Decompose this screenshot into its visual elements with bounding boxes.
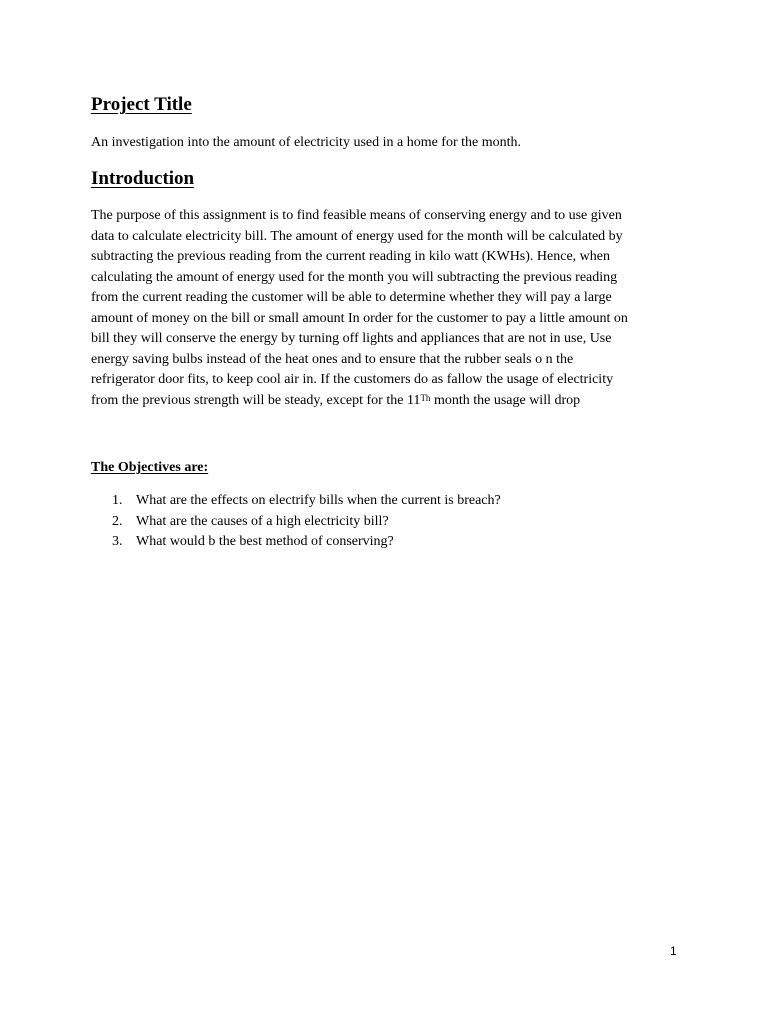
objective-number: 1.	[112, 493, 123, 508]
ordinal-superscript: Th	[420, 392, 431, 403]
objectives-list	[91, 491, 501, 553]
last-line-after: month the usage will drop	[430, 392, 581, 408]
objective-text: What are the causes of a high electricity bill?	[136, 513, 389, 529]
introduction-line: The purpose of this assignment is to find feasible means of conserving energy and to use given	[91, 208, 622, 223]
introduction-line: calculating the amount of energy used for the month you will subtracting the previous reading	[91, 269, 618, 285]
objective-text: What would b the best method of conserving?	[136, 534, 394, 549]
project-title-text: An investigation into the amount of electricity used in a home for the month.	[91, 135, 522, 150]
last-line-before: from the previous strength will be steady, except for the 11	[91, 392, 421, 408]
objective-item	[91, 512, 501, 533]
introduction-last-line	[91, 391, 676, 412]
introduction-line: bill they will conserve the energy by turning off lights and appliances that are not in use, Use	[91, 331, 612, 346]
introduction-line: subtracting the previous reading from the current reading in kilo watt (KWHs). Hence, when	[91, 249, 610, 264]
objectives-heading: The Objectives are:	[91, 460, 209, 475]
introduction-line: data to calculate electricity bill. The amount of energy used for the month will be calculated by	[91, 228, 623, 244]
project-title-heading: Project Title	[91, 94, 192, 115]
objective-number: 3.	[112, 534, 123, 549]
objective-item	[91, 532, 501, 553]
objective-text: What are the effects on electrify bills when the current is breach?	[136, 493, 501, 508]
introduction-line: energy saving bulbs instead of the heat ones and to ensure that the rubber seals o n the	[91, 351, 574, 367]
introduction-paragraph	[91, 206, 676, 411]
page-number: 1	[670, 944, 677, 958]
introduction-line: refrigerator door fits, to keep cool air in. If the customers do as fallow the usage of electricity	[91, 372, 614, 387]
objective-item	[91, 491, 501, 512]
introduction-line: from the current reading the customer will be able to determine whether they will pay a large	[91, 290, 612, 305]
introduction-heading: Introduction	[91, 168, 195, 189]
objective-number: 2.	[112, 513, 123, 529]
introduction-line: amount of money on the bill or small amount In order for the customer to pay a little amount on	[91, 310, 628, 326]
